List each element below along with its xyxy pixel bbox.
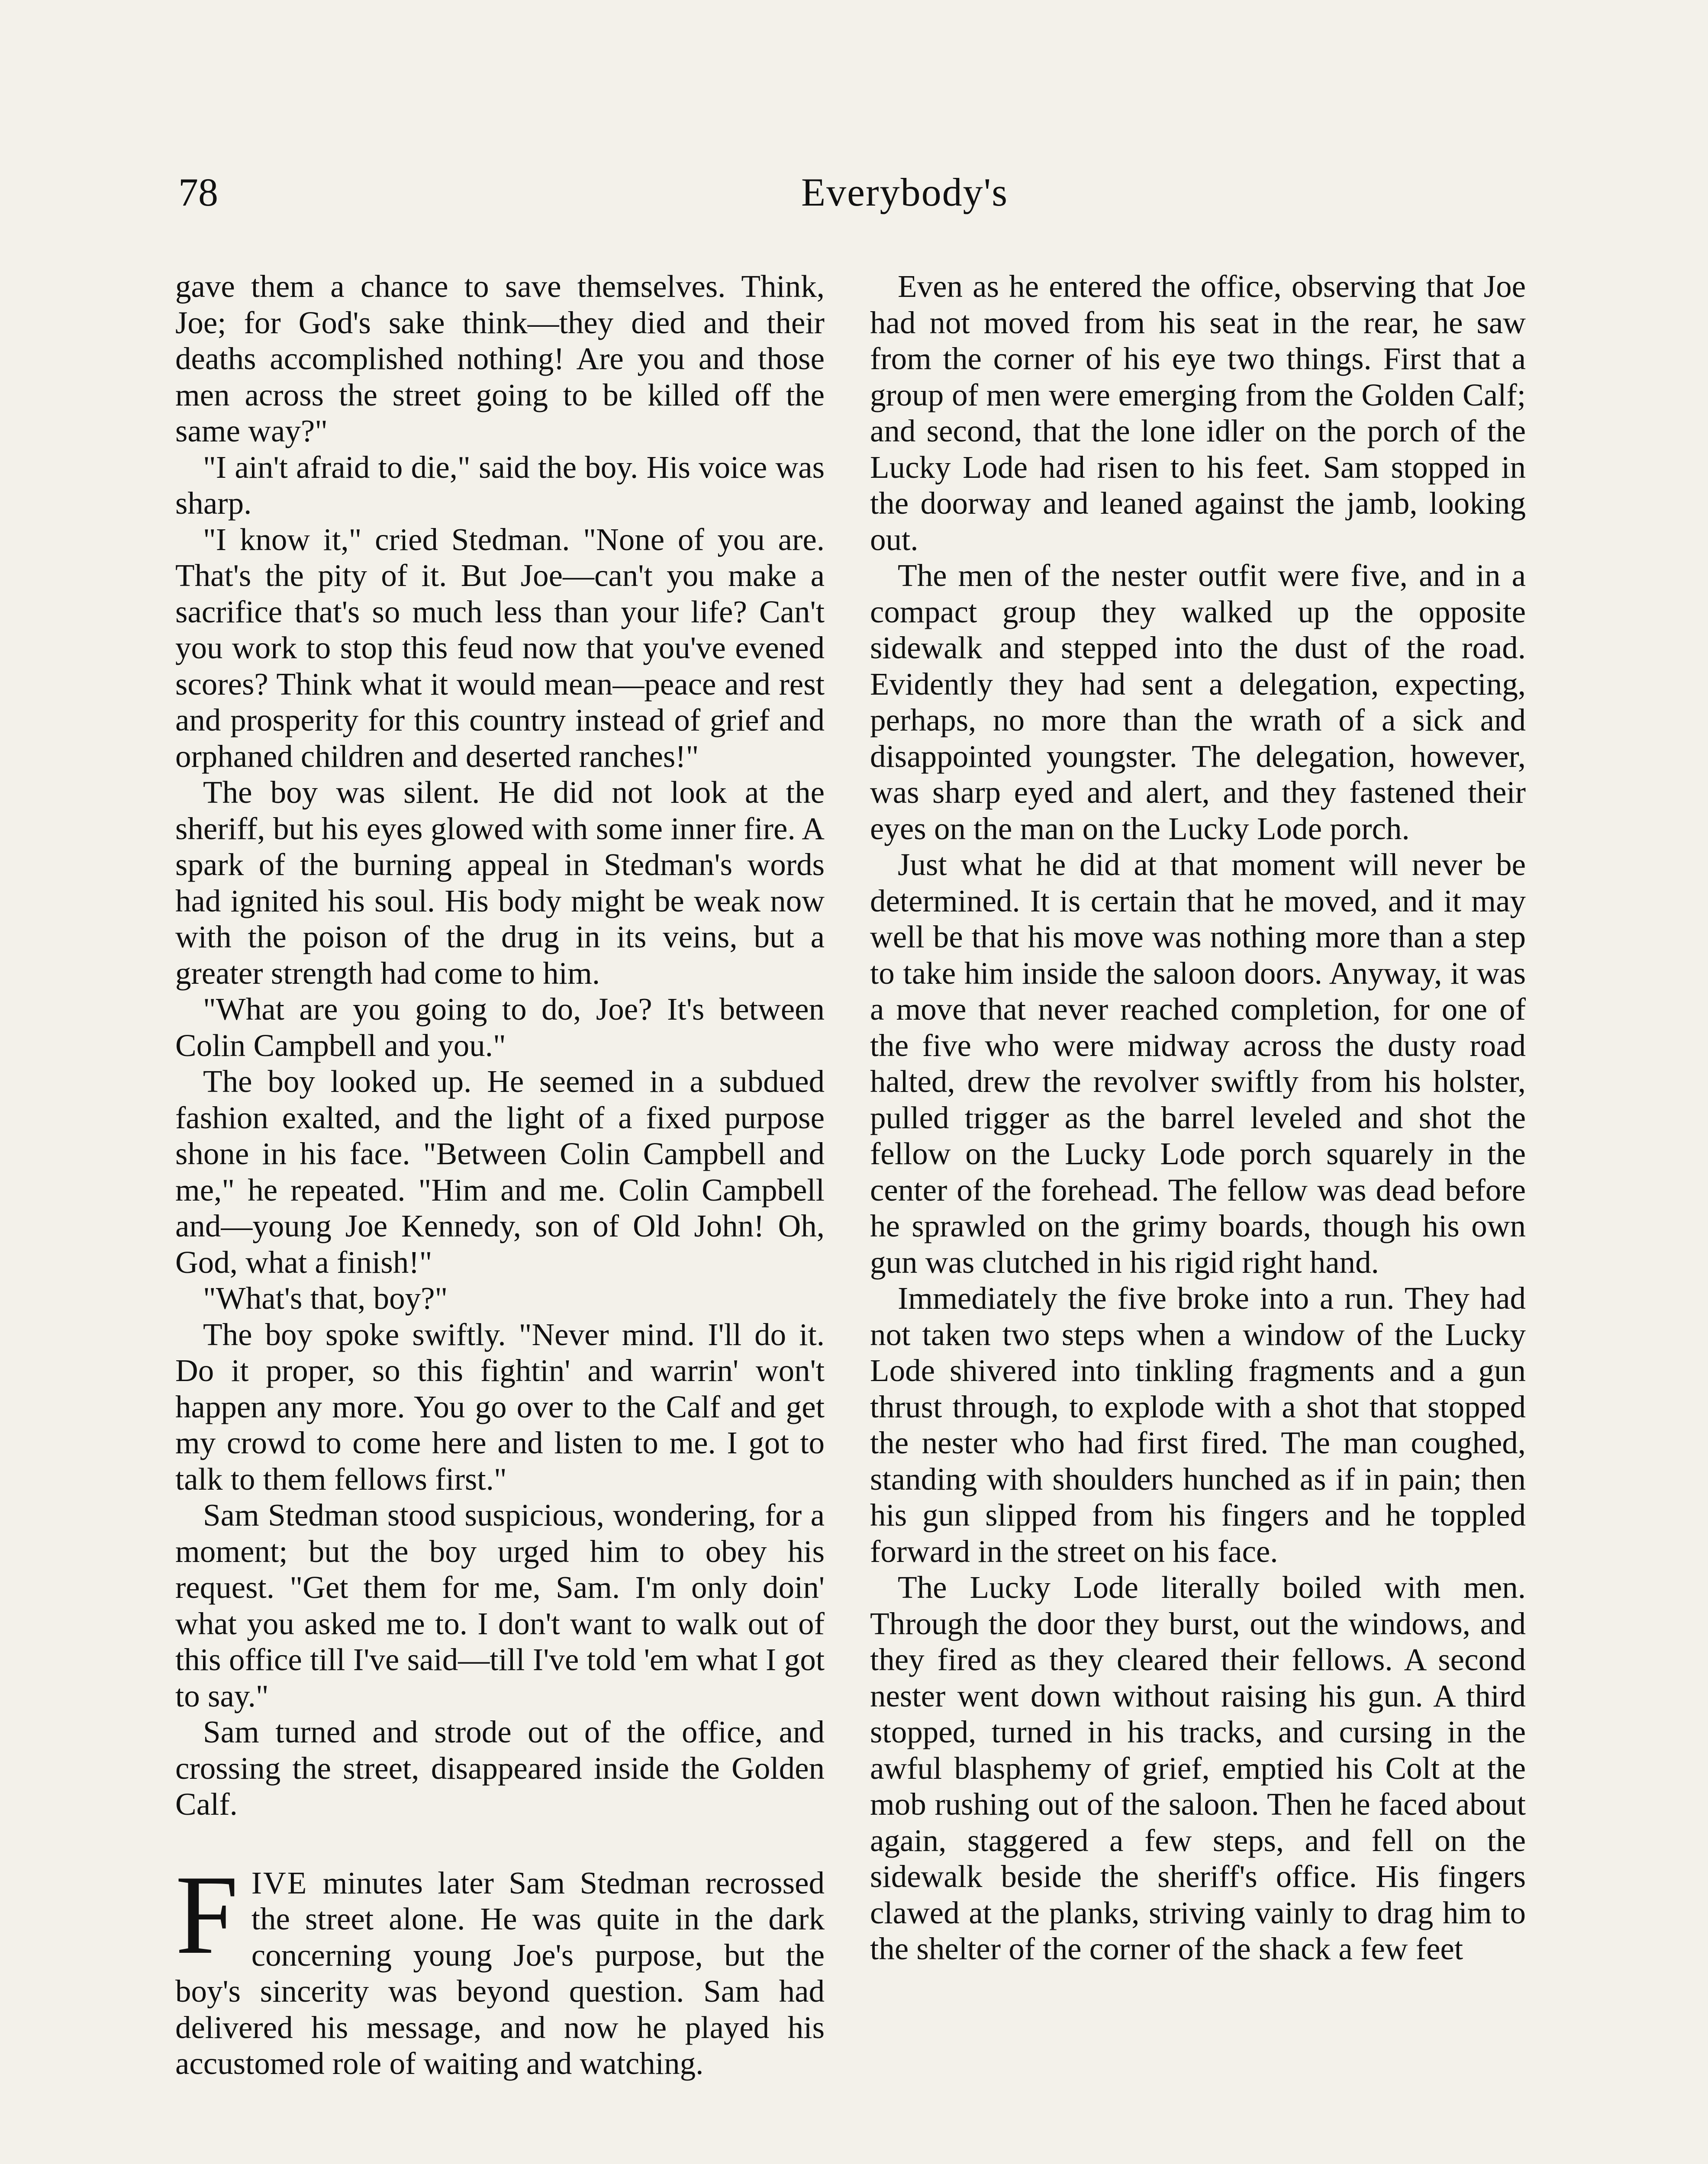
section-break (175, 1823, 825, 1865)
dropcap-smallcaps: IVE (251, 1865, 308, 1900)
dropcap-paragraph-text: minutes later Sam Stedman recrossed the street alone. He was quite in the dark concerning young Joe's purpose, but the boy's sincerity was beyond question. Sam had delivered his message, and now he played his accustomed role of waiting and watching. (175, 1865, 825, 2081)
paragraph: The boy spoke swiftly. "Never mind. I'll do it. Do it proper, so this fightin' and warrin' won't happen any more. You go over to the Calf and get my crowd to come here and listen to me. I got to talk to them fellows first." (175, 1317, 825, 1497)
paragraph: Sam turned and strode out of the office, and crossing the street, disappeared inside the Golden Calf. (175, 1714, 825, 1822)
paragraph: "I ain't afraid to die," said the boy. His voice was sharp. (175, 449, 825, 521)
paragraph: The boy looked up. He seemed in a subdued fashion exalted, and the light of a fixed purpose shone in his face. "Between Colin Campbell and me," he repeated. "Him and me. Colin Campbell and—young Joe Kennedy, son of Old John! Oh, God, what a finish!" (175, 1064, 825, 1280)
paragraph: "What are you going to do, Joe? It's between Colin Campbell and you." (175, 992, 825, 1063)
paragraph: Even as he entered the office, observing that Joe had not moved from his seat in the rear, he saw from the corner of his eye two things. First that a group of men were emerging from the Golden Calf; and second, that the lone idler on the porch of the Lucky Lode had risen to his feet. Sam stopped in the doorway and leaned against the jamb, looking out. (870, 269, 1526, 557)
paragraph: Immediately the five broke into a run. They had not taken two steps when a window of the Lucky Lode shivered into tinkling fragments and a gun thrust through, to explode with a shot that stopped the nester who had first fired. The man coughed, standing with shoulders hunched as if in pain; then his gun slipped from his fingers and he toppled forward in the street on his face. (870, 1281, 1526, 1569)
left-column (175, 268, 825, 2082)
paragraph: The Lucky Lode literally boiled with men. Through the door they burst, out the windows, and they fired as they cleared their fellows. A second nester went down without raising his gun. A third stopped, turned in his tracks, and cursing in the awful blasphemy of grief, emptied his Colt at the mob rushing out of the saloon. Then he faced about again, staggered a few steps, and fell on the sidewalk beside the sheriff's office. His fingers clawed at the planks, striving vainly to drag him to the shelter of the corner of the shack a few feet (870, 1570, 1526, 1966)
magazine-title: Everybody's (801, 170, 1009, 214)
page-number: 78 (178, 170, 218, 214)
paragraph: "What's that, boy?" (203, 1281, 448, 1316)
paragraph: Just what he did at that moment will never be determined. It is certain that he moved, and it may well be that his move was nothing more than a step to take him inside the saloon doors. Anyway, it was a move that never reached completion, for one of the five who were midway across the dusty road halted, drew the revolver swiftly from his holster, pulled trigger as the barrel leveled and shot the fellow on the Lucky Lode porch squarely in the center of the forehead. The fellow was dead before he sprawled on the grimy boards, though his own gun was clutched in his rigid right hand. (870, 847, 1526, 1280)
paragraph: The boy was silent. He did not look at the sheriff, but his eyes glowed with some inner fire. A spark of the burning appeal in Stedman's words had ignited his soul. His body might be weak now with the poison of the drug in its veins, but a greater strength had come to him. (175, 775, 825, 991)
right-column (870, 268, 1526, 1967)
paragraph: gave them a chance to save themselves. Think, Joe; for God's sake think—they died and their deaths accomplished nothing! Are you and those men across the street going to be killed off the same way?" (175, 269, 825, 448)
dropcap-paragraph (175, 1852, 825, 2082)
dropcap-letter: F (175, 1852, 238, 1977)
paragraph: The men of the nester outfit were five, and in a compact group they walked up the opposite sidewalk and stepped into the dust of the road. Evidently they had sent a delegation, expecting, perhaps, no more than the wrath of a sick and disappointed youngster. The delegation, however, was sharp eyed and alert, and they fastened their eyes on the man on the Lucky Lode porch. (870, 558, 1526, 846)
paragraph: Sam Stedman stood suspicious, wondering, for a moment; but the boy urged him to obey his request. "Get them for me, Sam. I'm only doin' what you asked me to. I don't want to walk out of this office till I've said—till I've told 'em what I got to say." (175, 1497, 825, 1713)
paragraph: "I know it," cried Stedman. "None of you are. That's the pity of it. But Joe—can't you make a sacrifice that's so much less than your life? Can't you work to stop this feud now that you've evened scores? Think what it would mean—peace and rest and prosperity for this country instead of grief and orphaned children and deserted ranches!" (175, 522, 825, 774)
